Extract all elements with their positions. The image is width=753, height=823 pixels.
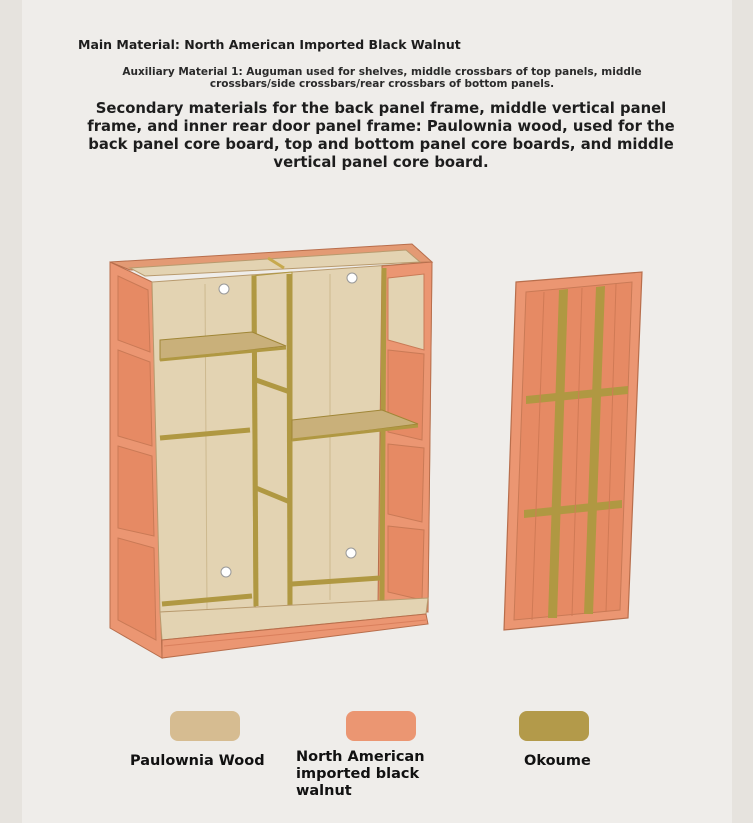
- cabinet: [110, 244, 432, 658]
- main-material-text: Main Material: North American Imported Black Walnut: [78, 37, 461, 52]
- paulownia-label: Paulownia Wood: [130, 753, 265, 769]
- walnut-label: North American imported black walnut: [296, 749, 425, 799]
- paulownia-swatch: [170, 711, 240, 741]
- secondary-materials-text: Secondary materials for the back panel frame, middle vertical panel frame, and inner rear door panel frame: Paulownia wood, used for the back panel core board, top and bottom panel core boards, and middle vertical panel core board.: [87, 100, 675, 171]
- okoume-label: Okoume: [524, 753, 591, 769]
- door-panel: [504, 272, 642, 630]
- walnut-swatch: [346, 711, 416, 741]
- auxiliary-material-text: Auxiliary Material 1: Auguman used for shelves, middle crossbars of top panels, middle crossbars/side crossbars/rear crossbars of bottom panels.: [122, 66, 642, 90]
- okoume-swatch: [519, 711, 589, 741]
